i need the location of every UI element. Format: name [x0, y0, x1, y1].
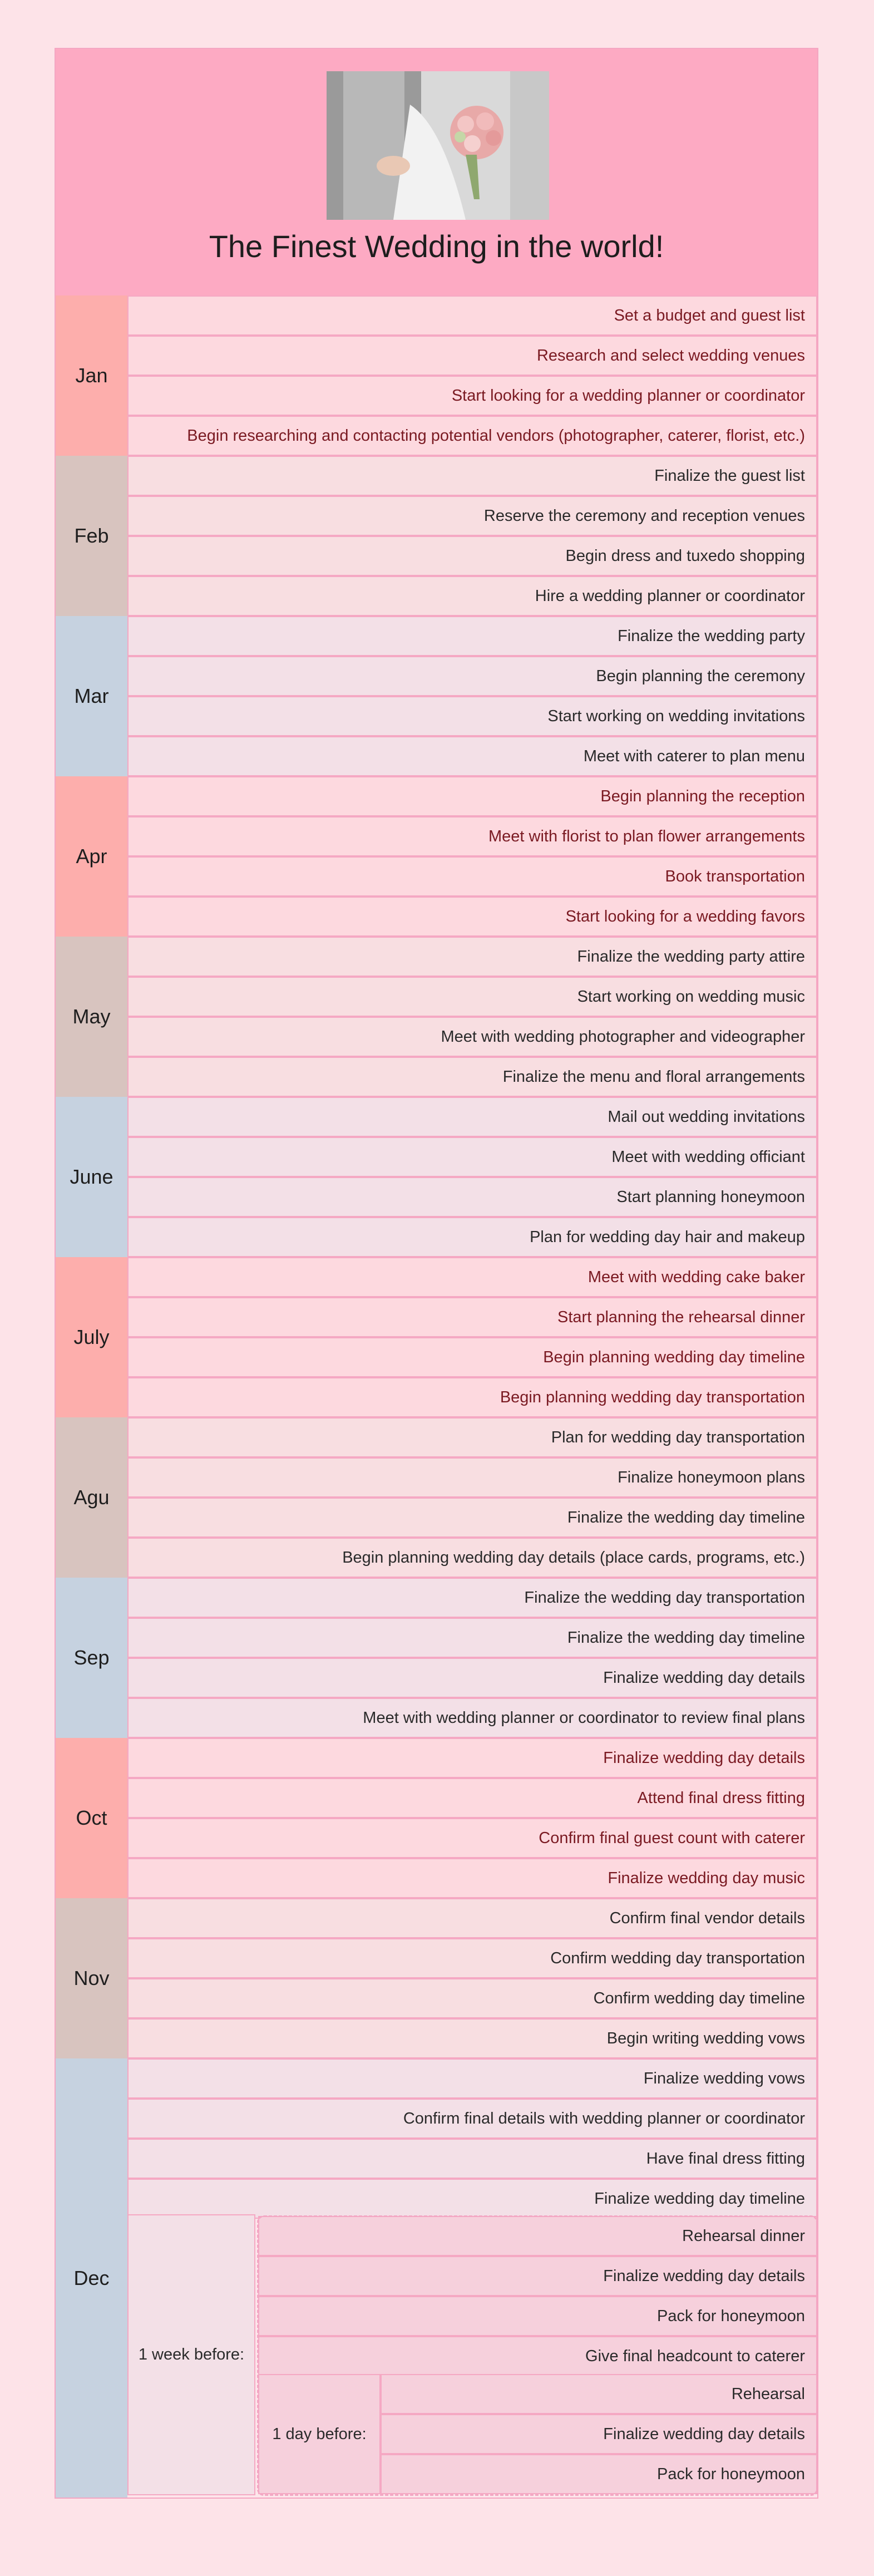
month-label-june: June: [56, 1097, 127, 1257]
task-row: Start looking for a wedding planner or coordinator: [127, 376, 817, 416]
month-label-mar: Mar: [56, 616, 127, 776]
month-label-nov: Nov: [56, 1898, 127, 2058]
task-row: Book transportation: [127, 856, 817, 897]
month-label-apr: Apr: [56, 776, 127, 937]
task-row: Finalize the wedding party attire: [127, 937, 817, 977]
task-row: Begin researching and contacting potential vendors (photographer, caterer, florist, etc.): [127, 416, 817, 456]
month-label-dec: Dec: [56, 2058, 127, 2498]
task-row: Start looking for a wedding favors: [127, 897, 817, 937]
task-row: Meet with wedding photographer and videographer: [127, 1017, 817, 1057]
month-label-oct: Oct: [56, 1738, 127, 1898]
task-row: Begin planning the reception: [127, 776, 817, 816]
week-task-row: Give final headcount to caterer: [258, 2336, 817, 2376]
task-row: Plan for wedding day hair and makeup: [127, 1217, 817, 1257]
task-row: Confirm final details with wedding planner or coordinator: [127, 2099, 817, 2139]
month-label-feb: Feb: [56, 456, 127, 616]
task-row: Begin planning wedding day transportation: [127, 1377, 817, 1417]
task-row: Finalize wedding day music: [127, 1858, 817, 1898]
task-row: Finalize the menu and floral arrangements: [127, 1057, 817, 1097]
page-title: The Finest Wedding in the world!: [209, 229, 664, 264]
task-row: Meet with florist to plan flower arrangements: [127, 816, 817, 856]
task-row: Begin writing wedding vows: [127, 2018, 817, 2058]
task-row: Confirm wedding day transportation: [127, 1938, 817, 1978]
task-row: Begin planning the ceremony: [127, 656, 817, 696]
month-label-may: May: [56, 937, 127, 1097]
month-label-july: July: [56, 1257, 127, 1417]
task-row: Meet with wedding cake baker: [127, 1257, 817, 1297]
month-label-agu: Agu: [56, 1417, 127, 1578]
task-row: Finalize wedding day details: [127, 1738, 817, 1778]
week-task-row: Finalize wedding day details: [258, 2256, 817, 2296]
day-task-row: Rehearsal: [381, 2374, 817, 2414]
task-row: Plan for wedding day transportation: [127, 1417, 817, 1457]
day-before-label: 1 day before:: [258, 2374, 381, 2494]
task-row: Meet with caterer to plan menu: [127, 736, 817, 776]
task-row: Mail out wedding invitations: [127, 1097, 817, 1137]
week-before-label: 1 week before:: [127, 2214, 255, 2495]
task-row: Finalize wedding day timeline: [127, 2179, 817, 2219]
week-task-row: Pack for honeymoon: [258, 2296, 817, 2336]
task-row: Hire a wedding planner or coordinator: [127, 576, 817, 616]
task-row: Meet with wedding officiant: [127, 1137, 817, 1177]
task-row: Start planning honeymoon: [127, 1177, 817, 1217]
week-task-row: Rehearsal dinner: [258, 2216, 817, 2256]
task-row: Start working on wedding invitations: [127, 696, 817, 736]
task-row: Finalize the wedding day timeline: [127, 1498, 817, 1538]
task-row: Confirm final vendor details: [127, 1898, 817, 1938]
month-label-jan: Jan: [56, 295, 127, 456]
task-row: Confirm wedding day timeline: [127, 1978, 817, 2018]
day-task-row: Pack for honeymoon: [381, 2454, 817, 2494]
wedding-checklist: [55, 48, 818, 2499]
task-row: Begin planning wedding day timeline: [127, 1337, 817, 1377]
task-row: Finalize the wedding day timeline: [127, 1618, 817, 1658]
wedding-photo: [327, 71, 549, 220]
task-row: Finalize honeymoon plans: [127, 1457, 817, 1498]
week-before-dashed-frame: [257, 2215, 818, 2496]
task-row: Research and select wedding venues: [127, 336, 817, 376]
task-row: Finalize wedding day details: [127, 1658, 817, 1698]
task-row: Start planning the rehearsal dinner: [127, 1297, 817, 1337]
header: [56, 49, 817, 295]
task-row: Attend final dress fitting: [127, 1778, 817, 1818]
task-row: Reserve the ceremony and reception venues: [127, 496, 817, 536]
task-row: Begin planning wedding day details (place cards, programs, etc.): [127, 1538, 817, 1578]
task-row: Start working on wedding music: [127, 977, 817, 1017]
day-task-row: Finalize wedding day details: [381, 2414, 817, 2454]
task-row: Have final dress fitting: [127, 2139, 817, 2179]
task-row: Confirm final guest count with caterer: [127, 1818, 817, 1858]
task-row: Set a budget and guest list: [127, 295, 817, 336]
task-row: Finalize wedding vows: [127, 2058, 817, 2099]
month-label-sep: Sep: [56, 1578, 127, 1738]
task-row: Meet with wedding planner or coordinator to review final plans: [127, 1698, 817, 1738]
task-row: Begin dress and tuxedo shopping: [127, 536, 817, 576]
task-row: Finalize the wedding party: [127, 616, 817, 656]
task-row: Finalize the wedding day transportation: [127, 1578, 817, 1618]
task-row: Finalize the guest list: [127, 456, 817, 496]
